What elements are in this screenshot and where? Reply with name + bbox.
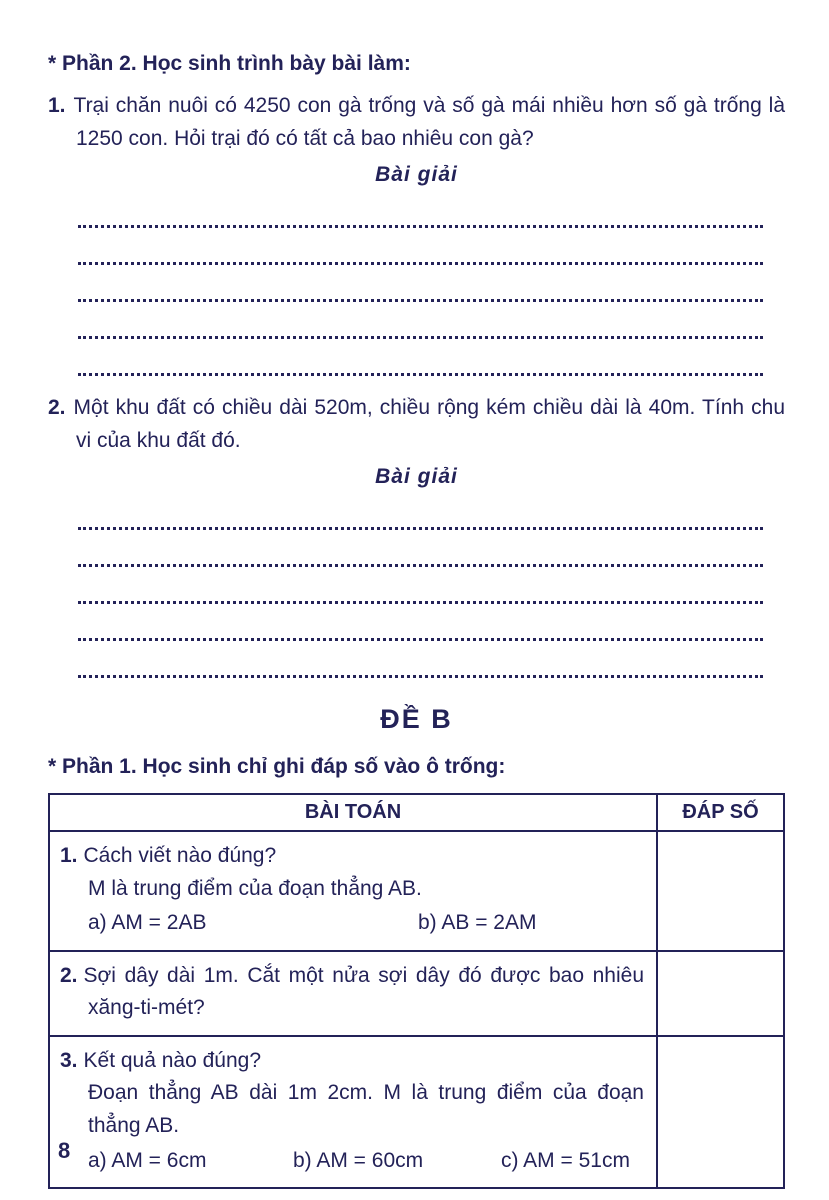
option-a: a) AM = 6cm	[88, 1148, 207, 1172]
problem-2	[48, 392, 785, 678]
question-2-number: 2.	[60, 963, 78, 987]
option-b: b) AB = 2AM	[418, 911, 537, 935]
question-1-line1	[60, 840, 644, 873]
question-2-text: Sợi dây dài 1m. Cắt một nửa sợi dây đó được bao nhiêu xăng-ti-mét?	[83, 963, 644, 1020]
question-cell-3	[49, 1036, 657, 1188]
answer-cell-2	[657, 951, 784, 1036]
option-a: a) AM = 2AB	[88, 911, 207, 935]
table-row	[49, 951, 784, 1036]
question-3-options	[60, 1145, 644, 1178]
problem-1-solution-label: Bài giải	[375, 163, 458, 187]
answer-line	[78, 302, 763, 339]
option-b: b) AM = 60cm	[293, 1148, 424, 1172]
answer-line	[78, 641, 763, 678]
question-3-line2: Đoạn thẳng AB dài 1m 2cm. M là trung điểm của đoạn thẳng AB.	[88, 1081, 644, 1138]
question-1-text: Cách viết nào đúng?	[83, 844, 277, 868]
page-number: 8	[58, 1138, 71, 1163]
answer-line	[78, 339, 763, 376]
problem-2-text: Một khu đất có chiều dài 520m, chiều rộng kém chiều dài là 40m. Tính chu vi của khu đất đó.	[73, 396, 785, 452]
answer-cell-1	[657, 831, 784, 951]
problem-1-number: 1.	[48, 94, 66, 117]
answer-line	[78, 567, 763, 604]
answer-line	[78, 604, 763, 641]
question-cell-2	[49, 951, 657, 1036]
answer-line	[78, 191, 763, 228]
exam-b-title: ĐỀ B	[380, 704, 453, 735]
question-1-line2: M là trung điểm của đoạn thẳng AB.	[88, 876, 422, 900]
question-2-line1	[60, 960, 644, 1025]
answer-line	[78, 228, 763, 265]
problem-1-answer-lines	[78, 191, 763, 376]
table-row	[49, 831, 784, 951]
problem-2-statement	[48, 392, 785, 457]
answer-line	[78, 530, 763, 567]
answer-line	[78, 493, 763, 530]
answer-cell-3	[657, 1036, 784, 1188]
answer-line	[78, 265, 763, 302]
problem-1	[48, 90, 785, 376]
problem-2-number: 2.	[48, 396, 66, 420]
answers-table	[48, 793, 785, 1189]
part2-heading: * Phần 2. Học sinh trình bày bài làm:	[48, 52, 411, 75]
question-cell-1	[49, 831, 657, 951]
problem-2-solution-label: Bài giải	[375, 465, 458, 489]
question-1-number: 1.	[60, 844, 78, 868]
question-3-line1	[60, 1045, 644, 1078]
header-answer-column: ĐÁP SỐ	[657, 794, 784, 831]
table-header-row	[49, 794, 784, 831]
question-3-number: 3.	[60, 1048, 78, 1072]
table-row	[49, 1036, 784, 1188]
option-c: c) AM = 51cm	[501, 1148, 630, 1172]
question-1-options	[60, 907, 644, 940]
problem-1-text: Trại chăn nuôi có 4250 con gà trống và số gà mái nhiều hơn số gà trống là 1250 con. Hỏi trại đó có tất cả bao nhiêu con gà?	[73, 94, 785, 150]
question-3-text: Kết quả nào đúng?	[83, 1048, 262, 1072]
part1-heading: * Phần 1. Học sinh chỉ ghi đáp số vào ô trống:	[48, 755, 506, 779]
problem-2-answer-lines	[78, 493, 763, 678]
header-problem-column: BÀI TOÁN	[49, 794, 657, 831]
problem-1-statement	[48, 90, 785, 155]
